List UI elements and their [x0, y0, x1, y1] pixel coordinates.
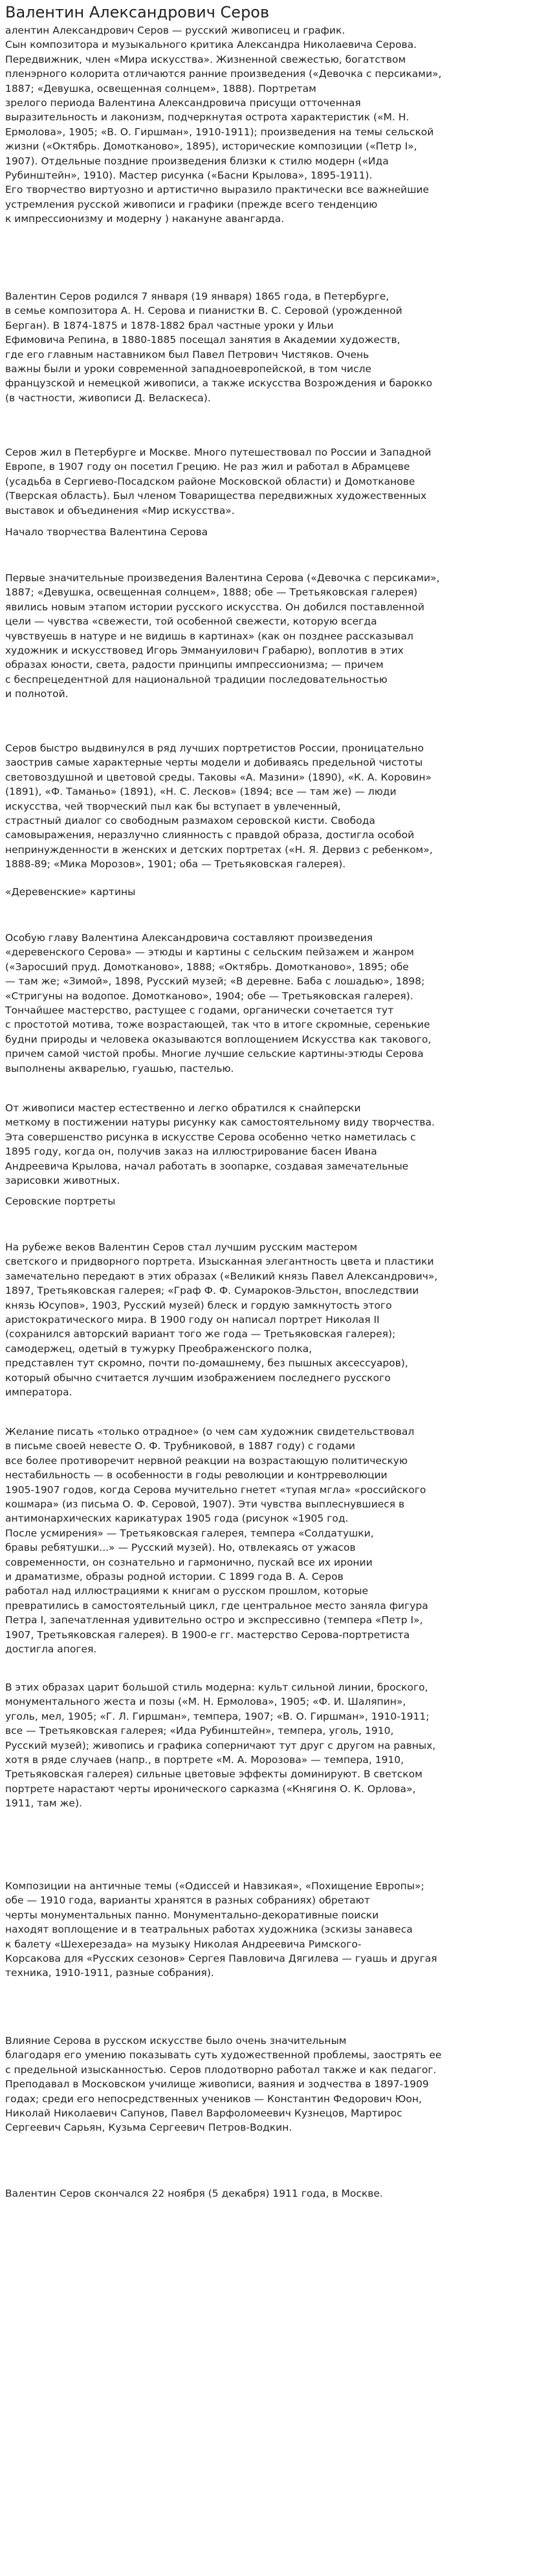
paragraph-travels: Серов жил в Петербурге и Москве. Много путешествовал по России и Западной Европе, в 1907 году он посетил Грецию. Не раз жил и работал в Абрамцеве (усадьба в Сергиево-Посадском районе Московской области) и Домотканове (Тверская область). Был членом Товарищества передвижных художественных выставок и объединения «Мир искусства».	[5, 447, 432, 516]
paragraph-village-paintings: Особую главу Валентина Александровича составляют произведения «деревенского Серова» — этюды и картины с сельским пейзажем и жанром («Заросший пруд. Домотканово», 1888; «Октябрь. Домотканово», 1895; обе — там же; «Зимой», 1898, Русский музей; «В деревне. Баба с лошадью», 1898; «Стригуны на водопое. Домотканово», 1904; обе — Третьяковская галерея). Тончайшее мастерство, растущее с годами, органически сочетается тут с простотой мотива, тоже возрастающей, так что в итоге скромные, серенькие будни природы и человека оказываются воплощением Искусства как такового, причем самой чистой пробы. Многие лучшие сельские картины-этюды Серова выполнены акварелью, гуашью, пастелью.	[5, 932, 432, 1074]
paragraph-drawing: От живописи мастер естественно и легко обратился к снайперски меткому в постижении натуры рисунку как самостоятельному виду творчества. Эта совершенство рисунка в искусстве Серова особенно четко наметилась с 1895 году, когда он, получив заказ на иллюстрирование басен Ивана Андреевича Крылова, начал работать в зоопарке, создавая замечательные зарисовки животных.	[5, 1102, 435, 1187]
section-heading-village-paintings: «Деревенские» картины	[5, 886, 136, 898]
section-heading-early-work: Начало творчества Валентина Серова	[5, 526, 208, 538]
paragraph-court-portraits: На рубеже веков Валентин Серов стал лучшим русским мастером светского и придворного портрета. Изысканная элегантность цвета и пластики замечательно передают в этих образах («Великий князь Павел Александрович», 1897, Третьяковская галерея; «Граф Ф. Ф. Сумароков-Эльстон, впоследствии князь Юсупов», 1903, Русский музей) блеск и гордую замкнутость этого аристократического мира. В 1900 году он написал портрет Николая II (сохранился авторский вариант того же года — Третьяковская галерея); самодержец, одетый в тужурку Преображенского полка, представлен тут скромно, почти по-домашнему, без пышных аксессуаров), который обычно считается лучшим изображением последнего русского императора.	[5, 1241, 438, 1399]
paragraph-modern-style: В этих образах царит большой стиль модерна: культ сильной линии, броского, монументального жеста и позы («М. Н. Ермолова», 1905; «Ф. И. Шаляпин», уголь, мел, 1905; «Г. Л. Гиршман», темпера, 1907; «В. О. Гиршман», 1910-1911; все — Третьяковская галерея; «Ида Рубинштейн», темпера, уголь, 1910, Русский музей); живопись и графика соперничают тут друг с другом на равных, хотя в ряде случаев (напр., в портрете «М. А. Морозова» — темпера, 1910, Третьяковская галерея) сильные цветовые эффекты доминируют. В светском портрете нарастают черты иронического сарказма («Княгиня О. К. Орлова», 1911, там же).	[5, 1682, 436, 1810]
paragraph-revolution-history: Желание писать «только отрадное» (о чем сам художник свидетельствовал в письме своей невесте О. Ф. Трубниковой, в 1887 году) с годами все более противоречит нервной реакции на возрастающую политическую нестабильность — в особенности в годы революции и контрреволюции 1905-1907 годов, когда Серова мучительно гнетет «тупая мгла» «российского кошмара» (из письма О. Ф. Серовой, 1907). Эти чувства выплеснувшиеся в антимонархических карикатурах 1905 года (рисунок «1905 год. После усмирения» — Третьяковская галерея, темпера «Солдатушки, бравы ребятушки...» — Русский музей). Но, отвлекаясь от ужасов современности, он сознательно и гармонично, пускай все их иронии и драматизме, образы родной истории. С 1899 года В. А. Серов работал над иллюстрациями к книгам о русском прошлом, которые превратились в самостоятельный цикл, где центральное место заняла фигура Петра I, запечатленная удивительно остро и экспрессивно (темпера «Петр I», 1907, Третьяковская галерея). В 1900-е гг. мастерство Серова-портретиста достигла апогея.	[5, 1426, 428, 1656]
paragraph-influence-teaching: Влияние Серова в русском искусстве было очень значительным благодаря его умению показывать суть художественной проблемы, заострять ее с предельной изысканностью. Серов плодотворно работал также и как педагог. Преподавал в Московском училище живописи, ваяния и зодчества в 1897-1909 годах; среди его непосредственных учеников — Константин Федорович Юон, Николай Николаевич Сапунов, Павел Варфоломеевич Кузнецов, Мартирос Сергеевич Сарьян, Кузьма Сергеевич Петров-Водкин.	[5, 2035, 442, 2134]
paragraph-antique-themes: Композиции на античные темы («Одиссей и Навзикая», «Похищение Европы»; обе — 1910 года, варианты хранятся в разных собраниях) обретают черты монументальных панно. Монументально-декоративные поиски находят воплощение и в театральных работах художника (эскизы занавеса к балету «Шехерезада» на музыку Николая Андреевича Римского- Корсакова для «Русских сезонов» Сергея Павловича Дягилева — гуашь и другая техника, 1910-1911, разные собрания).	[5, 1880, 437, 1979]
paragraph-portraitist: Серов быстро выдвинулся в ряд лучших портретистов России, проницательно заострив самые характерные черты модели и добиваясь предельной чистоты световоздушной и цветовой среды. Таковы «А. Мазини» (1890), «К. А. Коровин» (1891), «Ф. Таманьо» (1891), «Н. С. Лесков» (1894; все — там же) — люди искусства, чей творческий пыл как бы вступает в увлеченный, страстный диалог со свободным размахом серовской кисти. Свобода самовыражения, неразлучно слиянность с правдой образа, достигла особой непринужденности в женских и детских портретах («Н. Я. Дервиз с ребенком», 1888-89; «Мика Морозов», 1901; оба — Третьяковская галерея).	[5, 742, 433, 871]
page-title: Валентин Александрович Серов	[5, 3, 270, 21]
section-heading-portraits: Серовские портреты	[5, 1195, 116, 1207]
paragraph-biography: Валентин Серов родился 7 января (19 января) 1865 года, в Петербурге, в семье композитора А. Н. Серова и пианистки В. С. Серовой (урожденной Берган). В 1874-1875 и 1878-1882 брал частные уроки у Ильи Ефимовича Репина, в 1880-1885 посещал занятия в Академии художеств, где его главным наставником был Павел Петрович Чистяков. Очень важны были и уроки современной западноевропейской, в том числе французской и немецкой живописи, а также искусства Возрождения и барокко (в частности, живописи Д. Веласкеса).	[5, 291, 433, 404]
paragraph-early-work: Первые значительные произведения Валентина Серова («Девочка с персиками», 1887; «Девушка, освещенная солнцем», 1888; обе — Третьяковская галерея) явились новым этапом истории русского искусства. Он добился поставленной цели — чувства «свежести, той особенной свежести, которую всегда чувствуешь в натуре и не видишь в картинах» (как он позднее рассказывал художник и искусствовед Игорь Эммануилович Грабарю), воплотив в этих образах юности, света, радости принципы импрессионизма; — причем с беспрецедентной для национальной традиции последовательностью и полнотой.	[5, 572, 440, 700]
paragraph-death: Валентин Серов скончался 22 ноября (5 декабря) 1911 года, в Москве.	[5, 2188, 383, 2199]
paragraph-intro: алентин Александрович Серов — русский живописец и график. Сын композитора и музыкального критика Александра Николаевича Серова. Передвижник, член «Мира искусства». Жизненной свежестью, богатством пленэрного колорита отличаются ранние произведения («Девочка с персиками», 1887; «Девушка, освещенная солнцем», 1888). Портретам зрелого периода Валентина Александровича присущи отточенная выразительность и лаконизм, подчеркнутая острота характеристик («М. Н. Ермолова», 1905; «В. О. Гиршман», 1910-1911); произведения на темы сельской жизни («Октябрь. Домотканово», 1895), исторические композиции («Петр I», 1907). Отдельные поздние произведения близки к стилю модерн («Ида Рубинштейн», 1910). Мастер рисунка («Басни Крылова», 1895-1911). Его творчество виртуозно и артистично выразило практически все важнейшие устремления русской живописи и графики (прежде всего тенденцию к импрессионизму и модерну ) накануне авангарда.	[5, 25, 442, 225]
